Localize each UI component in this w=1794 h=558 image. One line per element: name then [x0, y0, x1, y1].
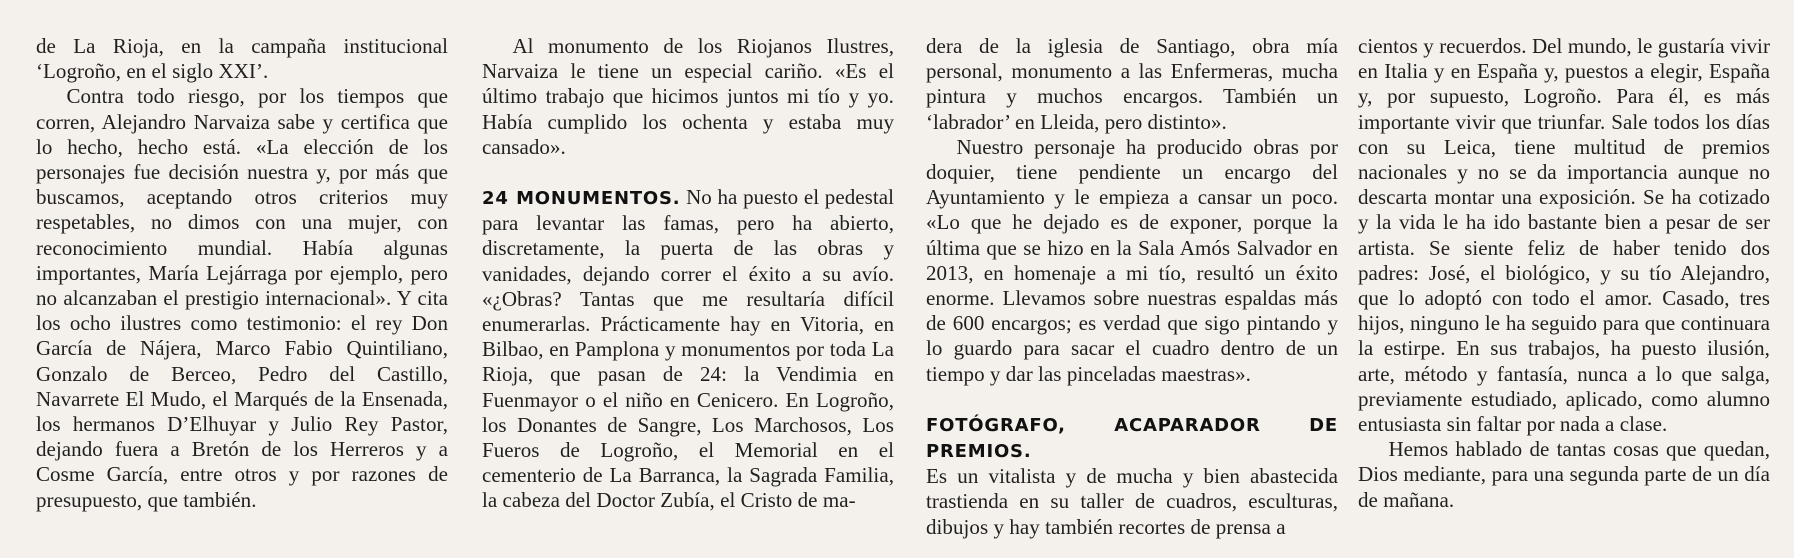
paragraph: Contra todo riesgo, por los tiempos que corren, Alejandro Narvaiza sabe y certifica que lo hecho, hecho está. «La elección de los personajes fue decisión nuestra y, por más que buscamos, aceptando otros criterios muy respetables, no dimos con una mujer, con reconocimiento mundial. Había algunas importantes, María Lejárraga por ejemplo, pero no alcanzaban el prestigio internacional». Y cita los ocho ilustres como testimonio: el rey Don García de Nájera, Marco Fabio Quintiliano, Gonzalo de Berceo, Pedro del Castillo, Navarrete El Mudo, el Marqués de la Ensenada, los hermanos D’Elhuyar y Julio Rey Pastor, dejando fuera a Bretón de los Herreros y a Cosme García, entre otros y por razones de presupuesto, que también. — [36, 84, 448, 512]
subhead-text: Es un vitalista y de mucha y bien abastecida trastienda en su taller de cuadros, esculturas, dibujos y hay también recortes de prensa a — [926, 464, 1338, 539]
paragraph: Nuestro personaje ha producido obras por doquier, tiene pendiente un encargo del Ayuntamiento y le empieza a cansar un poco. «Lo que he dejado es de exponer, porque la última que se hizo en la Sala Amós Salvador en 2013, en homenaje a mi tío, resultó un éxito enorme. Llevamos sobre nuestras espaldas más de 600 encargos; es verdad que sigo pintando y lo guardo para sacar el cuadro dentro de un tiempo y dar las pinceladas maestras». — [926, 134, 1338, 386]
section-gap — [482, 160, 894, 185]
subhead-text: No ha puesto el pedestal para levantar las famas, pero ha abierto, discretamente, la puerta de las obras y vanidades, dejando correr el éxito a su avío. «¿Obras? Tantas que me resultaría difícil enumerarlas. Prácticamente hay en Vitoria, en Bilbao, en Pamplona y monumentos por toda La Rioja, que pasan de 24: la Vendimia en Fuenmayor o el niño en Cenicero. En Logroño, los Donantes de Sangre, Los Marchosos, Los Fueros de Logroño, el Memorial en el cementerio de La Barranca, la Sagrada Familia, la cabeza del Doctor Zubía, el Cristo de ma- — [482, 185, 894, 513]
paragraph: Al monumento de los Riojanos Ilustres, Narvaiza le tiene un especial cariño. «Es el último trabajo que hicimos juntos mi tío y yo. Había cumplido los ochenta y estaba muy cansado». — [482, 34, 894, 159]
section-subhead: 24 MONUMENTOS. — [482, 188, 681, 210]
article-column-3 — [926, 34, 1338, 540]
section-subhead: FOTÓGRAFO, ACAPARADOR DE PREMIOS. — [926, 414, 1338, 463]
paragraph: de La Rioja, en la campaña institucional ‘Logroño, en el siglo XXI’. — [36, 34, 448, 84]
article-column-1 — [36, 34, 448, 513]
paragraph: Hemos hablado de tantas cosas que quedan, Dios mediante, para una segunda parte de un día de mañana. — [1358, 437, 1770, 512]
subhead-paragraph — [926, 412, 1338, 540]
subhead-paragraph — [482, 185, 894, 514]
article-column-2 — [482, 34, 894, 514]
paragraph: cientos y recuerdos. Del mundo, le gustaría vivir en Italia y en España y, puestos a elegir, España y, por supuesto, Logroño. Para él, es más importante vivir que triunfar. Sale todos los días con su Leica, tiene multitud de premios nacionales y no se da importancia aunque no descarta montar una exposición. Se ha cotizado y la vida le ha ido bastante bien a pesar de ser artista. Se siente feliz de haber tenido dos padres: José, el biológico, y su tío Alejandro, que lo adoptó con todo el amor. Casado, tres hijos, ninguno le ha seguido para que continuara la estirpe. En sus trabajos, ha puesto ilusión, arte, método y fantasía, nunca a lo que salga, previamente estudiado, aplicado, como alumno entusiasta sin faltar por nada a clase. — [1358, 34, 1770, 437]
paragraph: dera de la iglesia de Santiago, obra mía personal, monumento a las Enfermeras, mucha pintura y muchos encargos. También un ‘labrador’ en Lleida, pero distinto». — [926, 34, 1338, 134]
section-gap — [926, 387, 1338, 412]
article-column-4 — [1358, 34, 1770, 513]
